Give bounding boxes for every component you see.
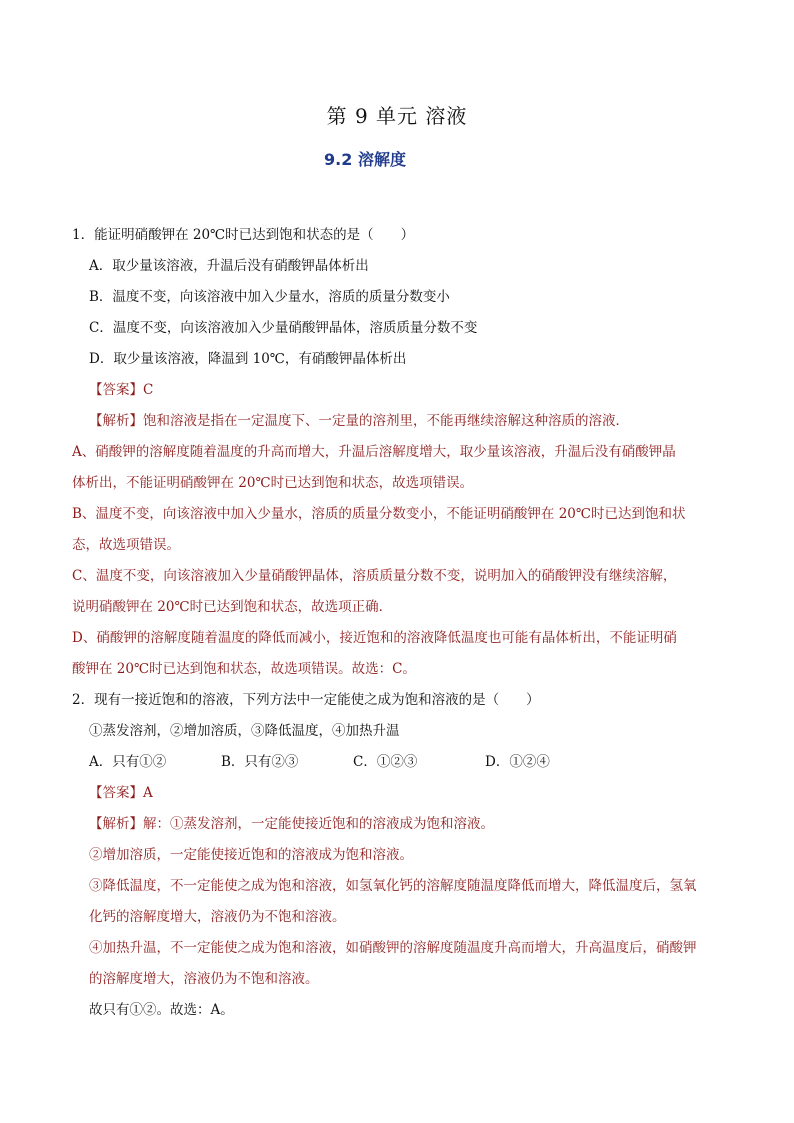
page-title: 第 9 单元 溶液 <box>326 104 468 128</box>
q1-analysis-line: D、硝酸钾的溶解度随着温度的降低而减小，接近饱和的溶液降低温度也可能有晶体析出，不能证明硝 <box>72 630 677 646</box>
q2-analysis-line: 化钙的溶解度增大，溶液仍为不饱和溶液。 <box>89 909 346 925</box>
section-subtitle: 9.2 溶解度 <box>324 150 406 169</box>
q1-analysis-line: A、硝酸钾的溶解度随着温度的升高而增大，升温后溶解度增大，取少量该溶液，升温后没有硝酸钾晶 <box>72 444 676 460</box>
q1-analysis-line: 态，故选项错误。 <box>72 537 180 553</box>
q2-option-a: A．只有①② <box>89 754 167 770</box>
q2-option-c: C．①②③ <box>353 754 418 770</box>
q2-answer: 【答案】A <box>89 785 153 801</box>
q2-option-b: B．只有②③ <box>221 754 299 770</box>
q1-analysis-line: C、温度不变，向该溶液加入少量硝酸钾晶体，溶质质量分数不变，说明加入的硝酸钾没有继续溶解， <box>72 568 677 584</box>
q1-analysis-line: 体析出，不能证明硝酸钾在 20℃时已达到饱和状态，故选项错误。 <box>72 475 474 491</box>
q1-stem: 1．能证明硝酸钾在 20℃时已达到饱和状态的是（ ） <box>72 227 415 243</box>
q2-option-d: D．①②④ <box>485 754 550 770</box>
q2-analysis-line: 的溶解度增大，溶液仍为不饱和溶液。 <box>89 971 319 987</box>
document-body <box>72 220 732 1026</box>
q2-analysis-line: ②增加溶质，一定能使接近饱和的溶液成为饱和溶液。 <box>89 847 413 863</box>
q1-option-a: A．取少量该溶液，升温后没有硝酸钾晶体析出 <box>89 258 369 274</box>
q1-analysis-line: 酸钾在 20℃时已达到饱和状态，故选项错误。故选：C。 <box>72 661 416 677</box>
q1-answer: 【答案】C <box>89 382 154 398</box>
q2-options <box>72 747 732 778</box>
q2-methods: ①蒸发溶剂，②增加溶质，③降低温度，④加热升温 <box>89 723 400 739</box>
q2-conclusion: 故只有①②。故选：A。 <box>89 1002 234 1018</box>
q2-analysis-line: 【解析】解：①蒸发溶剂，一定能使接近饱和的溶液成为饱和溶液。 <box>89 816 494 832</box>
q1-option-b: B．温度不变，向该溶液中加入少量水，溶质的质量分数变小 <box>89 289 450 305</box>
q1-analysis-line: 【解析】饱和溶液是指在一定温度下、一定量的溶剂里，不能再继续溶解这种溶质的溶液． <box>89 413 629 429</box>
q1-option-d: D．取少量该溶液，降温到 10℃，有硝酸钾晶体析出 <box>89 351 407 367</box>
q1-analysis-line: B、温度不变，向该溶液中加入少量水，溶质的质量分数变小，不能证明硝酸钾在 20℃时已达到饱和状 <box>72 506 686 522</box>
q2-analysis-line: ④加热升温，不一定能使之成为饱和溶液，如硝酸钾的溶解度随温度升高而增大，升高温度后，硝酸钾 <box>89 940 697 956</box>
q2-stem: 2．现有一接近饱和的溶液，下列方法中一定能使之成为饱和溶液的是（ ） <box>72 692 540 708</box>
q1-option-c: C．温度不变，向该溶液加入少量硝酸钾晶体，溶质质量分数不变 <box>89 320 478 336</box>
q2-analysis-line: ③降低温度，不一定能使之成为饱和溶液，如氢氧化钙的溶解度随温度降低而增大，降低温度后，氢氧 <box>89 878 697 894</box>
q1-analysis-line: 说明硝酸钾在 20℃时已达到饱和状态，故选项正确． <box>72 599 393 615</box>
